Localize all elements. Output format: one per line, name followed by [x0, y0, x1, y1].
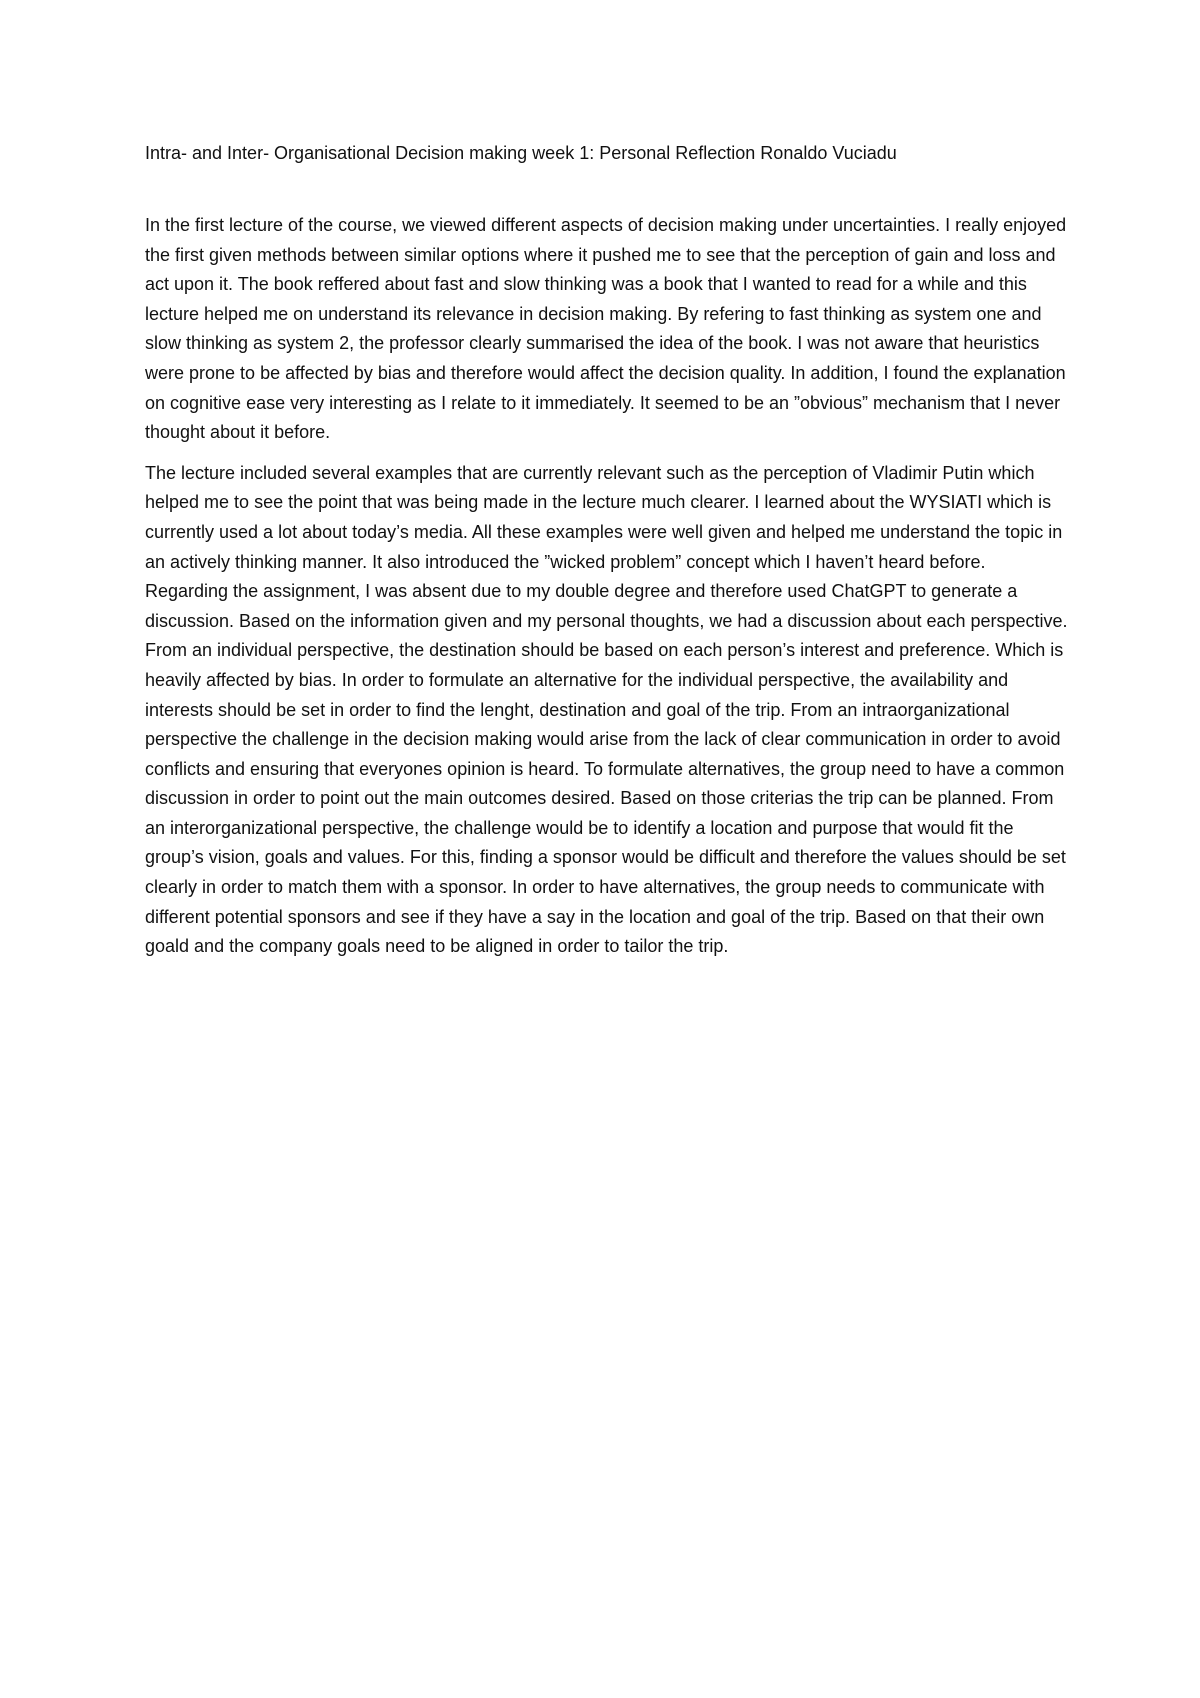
paragraph-1: In the first lecture of the course, we viewed different aspects of decision making under uncertainties. I really enjoyed the first given methods between similar options where it pushed me to see that the perception of gain and loss and act upon it. The book reffered about fast and slow thinking was a book that I wanted to read for a while and this lecture helped me on understand its relevance in decision making. By refering to fast thinking as system one and slow thinking as system 2, the professor clearly summarised the idea of the book. I was not aware that heuristics were prone to be affected by bias and therefore would affect the decision quality. In addition, I found the explanation on cognitive ease very interesting as I relate to it immediately. It seemed to be an ”obvious” mechanism that I never thought about it before. [145, 215, 1067, 443]
paragraph-2: The lecture included several examples that are currently relevant such as the perception of Vladimir Putin which helped me to see the point that was being made in the lecture much clearer. I learned about the WYSIATI which is currently used a lot about today’s media. All these examples were well given and helped me understand the topic in an actively thinking manner. It also introduced the ”wicked problem” concept which I haven’t heard before. Regarding the assignment, I was absent due to my double degree and therefore used ChatGPT to generate a discussion. Based on the information given and my personal thoughts, we had a discussion about each perspective. From an individual perspective, the destination should be based on each person’s interest and preference. Which is heavily affected by bias. In order to formulate an alternative for the individual perspective, the availability and interests should be set in order to find the lenght, destination and goal of the trip. From an intraorganizational perspective the challenge in the decision making would arise from the lack of clear communication in order to avoid conflicts and ensuring that everyones opinion is heard. To formulate alternatives, the group need to have a common discussion in order to point out the main outcomes desired. Based on those criterias the trip can be planned. From an interorganizational perspective, the challenge would be to identify a location and purpose that would fit the group’s vision, goals and values. For this, finding a sponsor would be difficult and therefore the values should be set clearly in order to match them with a sponsor. In order to have alternatives, the group needs to communicate with different potential sponsors and see if they have a say in the location and goal of the trip. Based on that their own goald and the company goals need to be aligned in order to tailor the trip. [145, 462, 1068, 957]
document-body [145, 139, 1070, 973]
document-title: Intra- and Inter- Organisational Decision making week 1: Personal Reflection Ronaldo Vuciadu [145, 143, 897, 163]
